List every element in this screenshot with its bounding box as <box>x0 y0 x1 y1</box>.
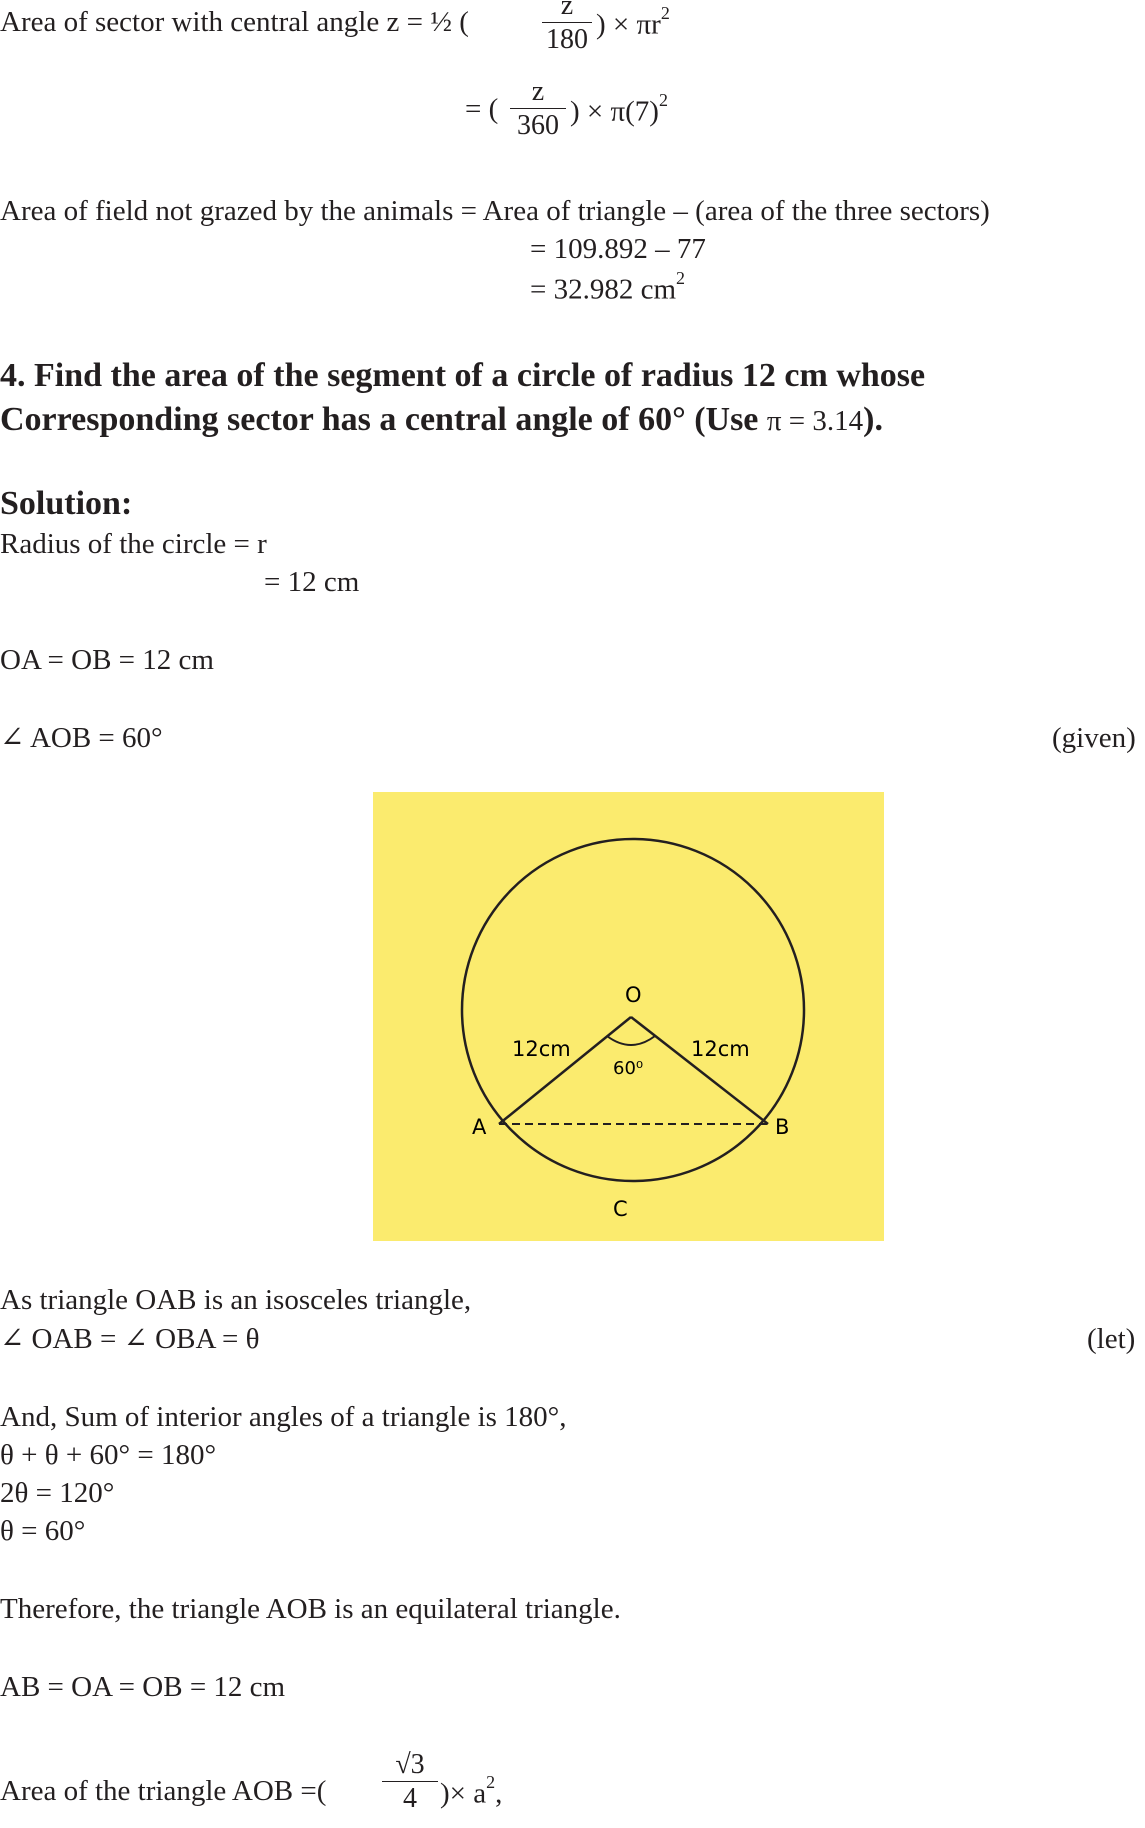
sum-angles-line: And, Sum of interior angles of a triangle is 180°, <box>0 1401 567 1433</box>
label-oa-length: 12cm <box>512 1037 571 1061</box>
substituted-suffix <box>570 90 668 128</box>
equation-3: θ = 60° <box>0 1515 86 1547</box>
angle-arc <box>607 1036 655 1045</box>
fraction-z-over-180 <box>542 0 592 54</box>
sector-formula-suffix <box>596 3 670 41</box>
radius-line-2: = 12 cm <box>264 566 360 598</box>
ab-line: AB = OA = OB = 12 cm <box>0 1671 286 1703</box>
fraction-bar <box>382 1781 438 1782</box>
radius-oa <box>499 1017 631 1124</box>
radius-ob <box>631 1017 768 1124</box>
equilateral-line: Therefore, the triangle AOB is an equilateral triangle. <box>0 1593 621 1625</box>
suffix-text: ) × πr <box>596 8 661 41</box>
label-b: B <box>775 1115 790 1139</box>
fraction-bar <box>510 108 566 109</box>
oa-ob-line: OA = OB = 12 cm <box>0 644 214 676</box>
triangle-area-suffix <box>440 1772 503 1810</box>
exponent: 2 <box>676 268 686 288</box>
pi-value: π = 3.14 <box>766 405 864 437</box>
suffix-text: )× a <box>440 1777 487 1810</box>
sector-area-formula <box>0 8 469 37</box>
not-grazed-area-line: Area of field not grazed by the animals = Area of triangle – (area of the three sectors) <box>0 195 990 227</box>
result-text: = 32.982 cm <box>530 273 677 306</box>
not-grazed-value-2 <box>530 268 686 306</box>
exponent: 2 <box>658 90 668 110</box>
fraction-z-over-360 <box>510 78 566 140</box>
label-a: A <box>472 1115 487 1139</box>
fraction-denominator: 4 <box>403 1783 417 1814</box>
circle <box>462 839 804 1181</box>
exponent: 2 <box>660 3 670 23</box>
circle-diagram <box>373 792 884 1241</box>
label-angle: 60⁰ <box>613 1058 644 1079</box>
radius-line-1: Radius of the circle = r <box>0 528 267 560</box>
label-o: O <box>625 983 642 1007</box>
question-end: ). <box>863 401 883 438</box>
label-ob-length: 12cm <box>691 1037 750 1061</box>
comma: , <box>495 1777 503 1810</box>
isosceles-line: As triangle OAB is an isosceles triangle, <box>0 1284 472 1316</box>
fraction-bar <box>542 22 592 23</box>
let-note: (let) <box>1087 1323 1136 1355</box>
not-grazed-value-1: = 109.892 – 77 <box>530 233 706 265</box>
sector-area-substituted <box>465 95 498 124</box>
fraction-root3-over-4 <box>382 1751 438 1813</box>
triangle-area-prefix: Area of the triangle AOB =( <box>0 1775 327 1807</box>
sector-formula-prefix: Area of sector with central angle z = ½ ( <box>0 6 469 38</box>
angle-aob-line: ∠ AOB = 60° <box>0 722 163 754</box>
triangle-area-line <box>0 1777 326 1806</box>
given-note: (given) <box>1052 722 1136 754</box>
question-line-2 <box>0 403 883 437</box>
circle-segment-figure <box>373 792 884 1241</box>
equation-2: 2θ = 120° <box>0 1477 115 1509</box>
suffix-text: ) × π(7) <box>570 95 659 128</box>
question-text: Corresponding sector has a central angle of 60° (Use <box>0 401 759 438</box>
solution-heading: Solution: <box>0 485 133 522</box>
fraction-denominator: 180 <box>546 24 588 55</box>
label-c: C <box>613 1197 628 1221</box>
fraction-numerator: z <box>560 0 574 21</box>
equation-1: θ + θ + 60° = 180° <box>0 1439 217 1471</box>
angles-equal-line: ∠ OAB = ∠ OBA = θ <box>0 1323 260 1355</box>
fraction-numerator: z <box>531 76 545 107</box>
question-line-1: 4. Find the area of the segment of a circle of radius 12 cm whose <box>0 357 926 394</box>
fraction-numerator: √3 <box>395 1749 425 1780</box>
exponent: 2 <box>486 1772 496 1792</box>
fraction-denominator: 360 <box>517 110 559 141</box>
substituted-prefix: = ( <box>465 93 499 125</box>
